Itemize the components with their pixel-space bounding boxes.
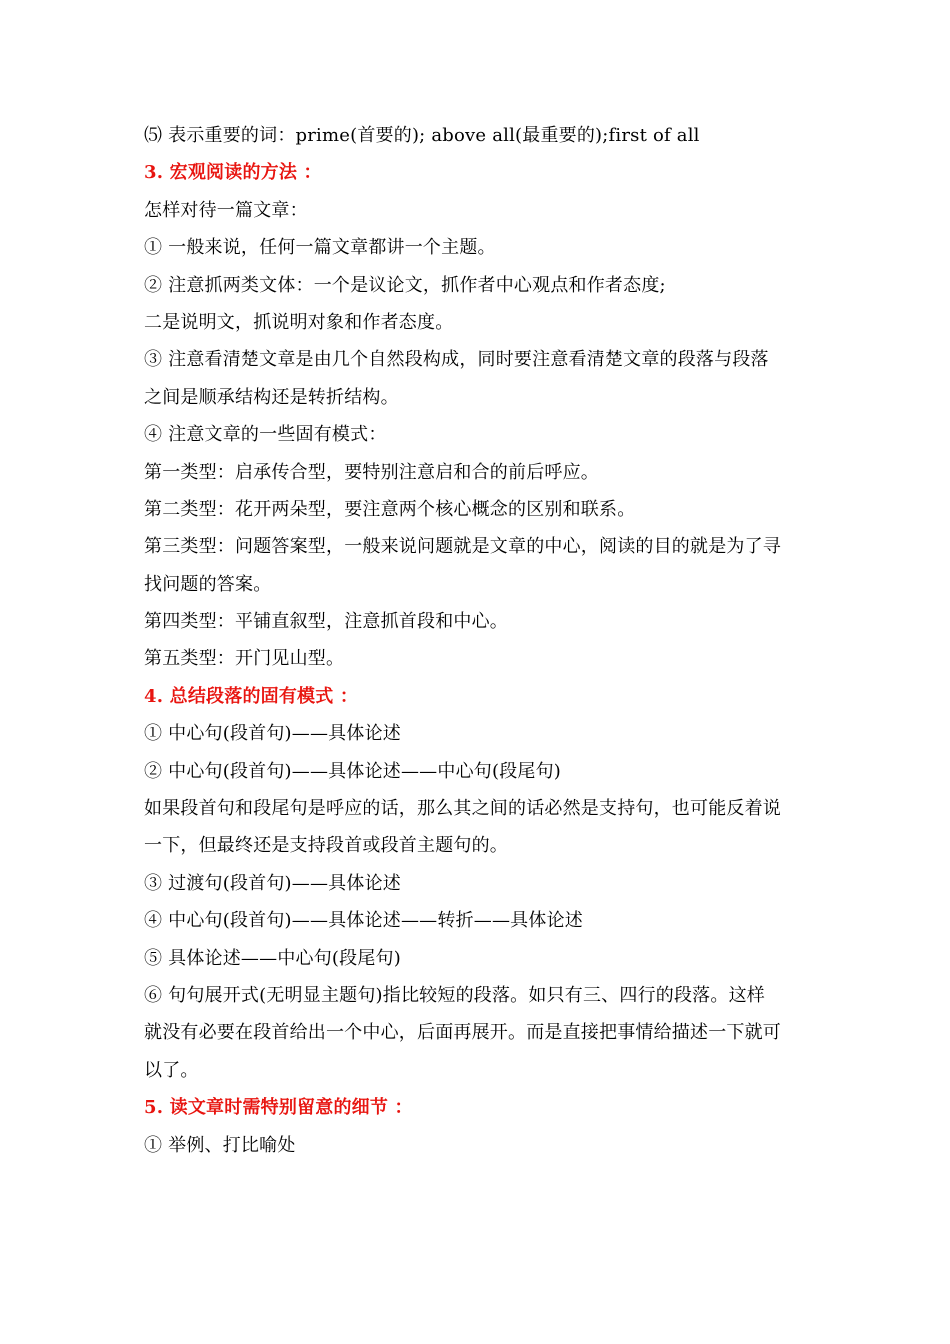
text-line: 第五类型：开门见山型。 [144, 648, 345, 670]
text-line: ① 举例、打比喻处 [144, 1134, 296, 1156]
text-line: 就没有必要在段首给出一个中心，后面再展开。而是直接把事情给描述一下就可 [144, 1022, 781, 1044]
text-line: ① 一般来说，任何一篇文章都讲一个主题。 [144, 237, 496, 259]
text-line: 第三类型：问题答案型，一般来说问题就是文章的中心，阅读的目的就是为了寻 [144, 536, 781, 558]
text-line: 以了。 [144, 1059, 199, 1081]
heading-paragraph-patterns: 4. 总结段落的固有模式 ： [144, 685, 359, 707]
text-line: ③ 过渡句(段首句)——具体论述 [144, 872, 401, 894]
text-line: 第二类型：花开两朵型，要注意两个核心概念的区别和联系。 [144, 498, 636, 520]
text-line: ① 中心句(段首句)——具体论述 [144, 723, 401, 745]
text-line: 第四类型：平铺直叙型，注意抓首段和中心。 [144, 611, 508, 633]
text-line: 二是说明文，抓说明对象和作者态度。 [144, 311, 454, 333]
text-line: ② 注意抓两类文体：一个是议论文，抓作者中心观点和作者态度; [144, 274, 666, 296]
text-line: 怎样对待一篇文章： [144, 199, 308, 221]
text-line: ④ 注意文章的一些固有模式： [144, 424, 387, 446]
document-page [144, 117, 809, 1164]
text-line: 第一类型：启承传合型，要特别注意启和合的前后呼应。 [144, 461, 599, 483]
text-line: ③ 注意看清楚文章是由几个自然段构成，同时要注意看清楚文章的段落与段落 [144, 349, 769, 371]
text-line: ⑤ 具体论述——中心句(段尾句) [144, 947, 401, 969]
text-line: 找问题的答案。 [144, 573, 272, 595]
text-line: ⑥ 句句展开式(无明显主题句)指比较短的段落。如只有三、四行的段落。这样 [144, 984, 765, 1006]
heading-macro-reading: 3. 宏观阅读的方法 ： [144, 162, 322, 184]
text-line: 如果段首句和段尾句是呼应的话，那么其之间的话必然是支持句，也可能反着说 [144, 798, 781, 820]
text-line: ④ 中心句(段首句)——具体论述——转折——具体论述 [144, 910, 583, 932]
text-line: 一下，但最终还是支持段首或段首主题句的。 [144, 835, 508, 857]
line-important-words: ⑸ 表示重要的词：prime(首要的); above all(最重要的);first of all [144, 125, 700, 146]
text-line: ② 中心句(段首句)——具体论述——中心句(段尾句) [144, 760, 562, 782]
heading-reading-details: 5. 读文章时需特别留意的细节 ： [144, 1097, 413, 1119]
text-line: 之间是顺承结构还是转折结构。 [144, 386, 399, 408]
